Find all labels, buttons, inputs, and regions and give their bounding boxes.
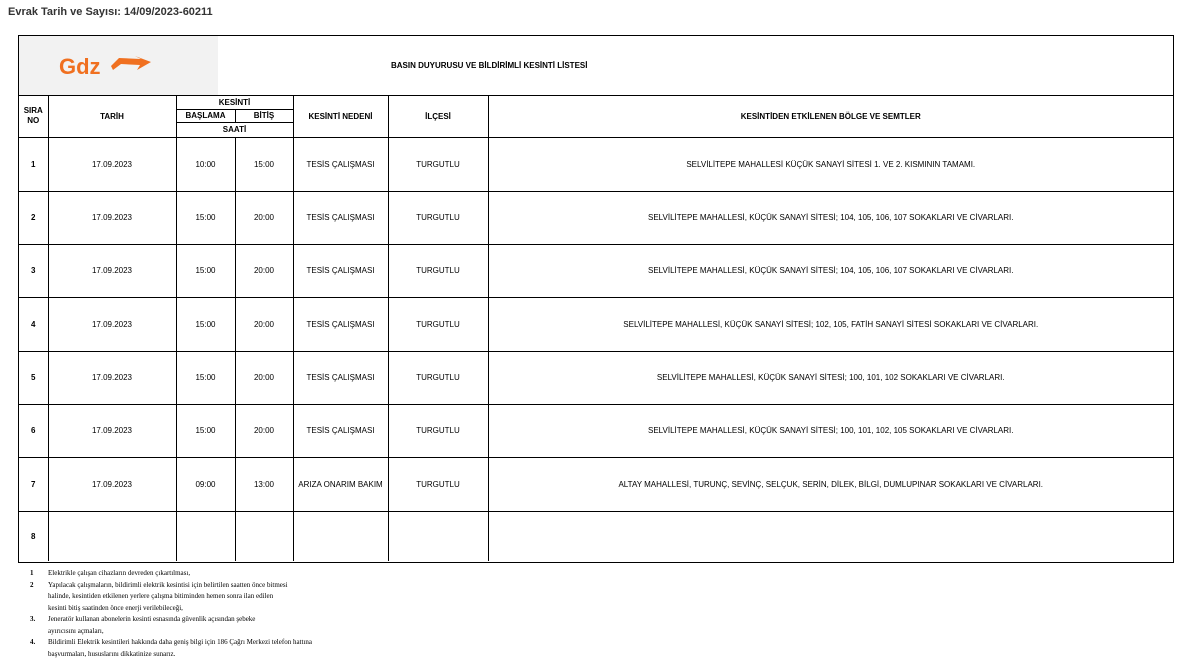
row-district: TURGUTLU [388, 244, 488, 297]
row-date: 17.09.2023 [48, 297, 176, 351]
note-line: kesinti bitiş saatinden önce enerji verilebileceği, [48, 603, 183, 612]
table-row [19, 297, 1173, 351]
header-bitis: BİTİŞ [235, 109, 293, 122]
note-line: ayırıcısını açmaları, [48, 626, 104, 635]
row-affected-area: SELVİLİTEPE MAHALLESİ, KÜÇÜK SANAYİ SİTESİ; 104, 105, 106, 107 SOKAKLARI VE CİVARLARI. [488, 191, 1173, 244]
row-district [388, 511, 488, 561]
row-end-time: 20:00 [235, 244, 293, 297]
row-affected-area: SELVİLİTEPE MAHALLESİ KÜÇÜK SANAYİ SİTESİ 1. VE 2. KISMININ TAMAMI. [488, 137, 1173, 191]
header-ilcesi: İLÇESİ [388, 96, 488, 137]
note-line: Bildirimli Elektrik kesintileri hakkında daha geniş bilgi için 186 Çağrı Merkezi telefon hattına [48, 638, 312, 646]
row-affected-area: SELVİLİTEPE MAHALLESİ, KÜÇÜK SANAYİ SİTESİ; 100, 101, 102, 105 SOKAKLARI VE CİVARLARI. [488, 404, 1173, 457]
row-date: 17.09.2023 [48, 244, 176, 297]
header-etkilenen-bolge: KESİNTİDEN ETKİLENEN BÖLGE VE SEMTLER [488, 96, 1173, 137]
row-start-time: 15:00 [176, 404, 235, 457]
row-start-time: 15:00 [176, 244, 235, 297]
document-reference: Evrak Tarih ve Sayısı: 14/09/2023-60211 [8, 6, 213, 18]
row-affected-area [488, 511, 1173, 561]
row-start-time: 15:00 [176, 191, 235, 244]
row-start-time: 10:00 [176, 137, 235, 191]
header-kesinti: KESİNTİ [176, 96, 293, 109]
table-row [19, 351, 1173, 404]
row-number: 6 [19, 404, 48, 457]
note-line: Yapılacak çalışmaların, bildirimli elektrik kesintisi için belirtilen saatten önce bitmesi [48, 580, 288, 589]
document-title: BASIN DUYURUSU VE BİLDİRİMLİ KESİNTİ LİSTESİ [391, 61, 588, 70]
row-number: 7 [19, 457, 48, 511]
row-reason: TESİS ÇALIŞMASI [293, 244, 388, 297]
row-date: 17.09.2023 [48, 191, 176, 244]
row-date: 17.09.2023 [48, 137, 176, 191]
row-end-time [235, 511, 293, 561]
notes-list [30, 568, 630, 660]
table-row [19, 191, 1173, 244]
logo-text: Gdz [59, 54, 101, 79]
row-date: 17.09.2023 [48, 457, 176, 511]
row-number: 8 [19, 511, 48, 561]
row-number: 4 [19, 297, 48, 351]
note-line: Jeneratör kullanan abonelerin kesinti esnasında güvenlik açısından şebeke [48, 615, 256, 623]
row-reason: ARIZA ONARIM BAKIM [293, 457, 388, 511]
header-kesinti-nedeni: KESİNTİ NEDENİ [293, 96, 388, 137]
note-item [30, 637, 630, 660]
header-sira-no: SIRA NO [19, 96, 48, 137]
table-row [19, 137, 1173, 191]
row-district: TURGUTLU [388, 137, 488, 191]
row-reason: TESİS ÇALIŞMASI [293, 297, 388, 351]
note-item [30, 580, 630, 615]
row-date: 17.09.2023 [48, 404, 176, 457]
header-saati: SAATİ [176, 122, 293, 137]
row-affected-area: ALTAY MAHALLESİ, TURUNÇ, SEVİNÇ, SELÇUK, SERİN, DİLEK, BİLGİ, DUMLUPINAR SOKAKLARI VE CİVARLARI. [488, 457, 1173, 511]
row-end-time: 13:00 [235, 457, 293, 511]
logo-arrow-icon [111, 56, 151, 76]
note-number: 1 [30, 569, 34, 577]
row-district: TURGUTLU [388, 297, 488, 351]
table-row [19, 404, 1173, 457]
note-number: 3. [30, 615, 36, 623]
note-item [30, 568, 630, 580]
row-end-time: 20:00 [235, 297, 293, 351]
row-district: TURGUTLU [388, 191, 488, 244]
table-row [19, 511, 1173, 561]
row-reason: TESİS ÇALIŞMASI [293, 191, 388, 244]
row-number: 1 [19, 137, 48, 191]
row-reason: TESİS ÇALIŞMASI [293, 137, 388, 191]
note-number: 4. [30, 638, 36, 646]
header-tarih: TARİH [48, 96, 176, 137]
outage-sheet [18, 35, 1174, 563]
row-start-time: 15:00 [176, 351, 235, 404]
row-reason: TESİS ÇALIŞMASI [293, 404, 388, 457]
row-reason [293, 511, 388, 561]
row-end-time: 20:00 [235, 404, 293, 457]
sheet-header [19, 36, 1173, 96]
row-number: 3 [19, 244, 48, 297]
row-district: TURGUTLU [388, 351, 488, 404]
row-affected-area: SELVİLİTEPE MAHALLESİ, KÜÇÜK SANAYİ SİTESİ; 104, 105, 106, 107 SOKAKLARI VE CİVARLARI. [488, 244, 1173, 297]
note-line: Elektrikle çalışan cihazların devreden çıkartılması, [48, 569, 191, 577]
row-district: TURGUTLU [388, 457, 488, 511]
row-end-time: 20:00 [235, 351, 293, 404]
row-number: 5 [19, 351, 48, 404]
note-line: halinde, kesintiden etkilenen yerlere çalışma bitiminden hemen sonra ilan edilen [48, 592, 274, 600]
row-number: 2 [19, 191, 48, 244]
note-item [30, 614, 630, 637]
row-district: TURGUTLU [388, 404, 488, 457]
header-baslama: BAŞLAMA [176, 109, 235, 122]
outage-table [19, 96, 1173, 561]
table-row [19, 457, 1173, 511]
note-number: 2 [30, 580, 34, 589]
row-start-time [176, 511, 235, 561]
table-row [19, 244, 1173, 297]
row-affected-area: SELVİLİTEPE MAHALLESİ, KÜÇÜK SANAYİ SİTESİ; 102, 105, FATİH SANAYİ SİTESİ SOKAKLARI VE CİVARLARI. [488, 297, 1173, 351]
row-end-time: 20:00 [235, 191, 293, 244]
row-start-time: 09:00 [176, 457, 235, 511]
note-line: başvurmaları, hususlarını dikkatinize sunarız. [48, 649, 176, 658]
row-end-time: 15:00 [235, 137, 293, 191]
row-date: 17.09.2023 [48, 351, 176, 404]
row-date [48, 511, 176, 561]
row-reason: TESİS ÇALIŞMASI [293, 351, 388, 404]
company-logo [19, 36, 218, 95]
row-affected-area: SELVİLİTEPE MAHALLESİ, KÜÇÜK SANAYİ SİTESİ; 100, 101, 102 SOKAKLARI VE CİVARLARI. [488, 351, 1173, 404]
row-start-time: 15:00 [176, 297, 235, 351]
